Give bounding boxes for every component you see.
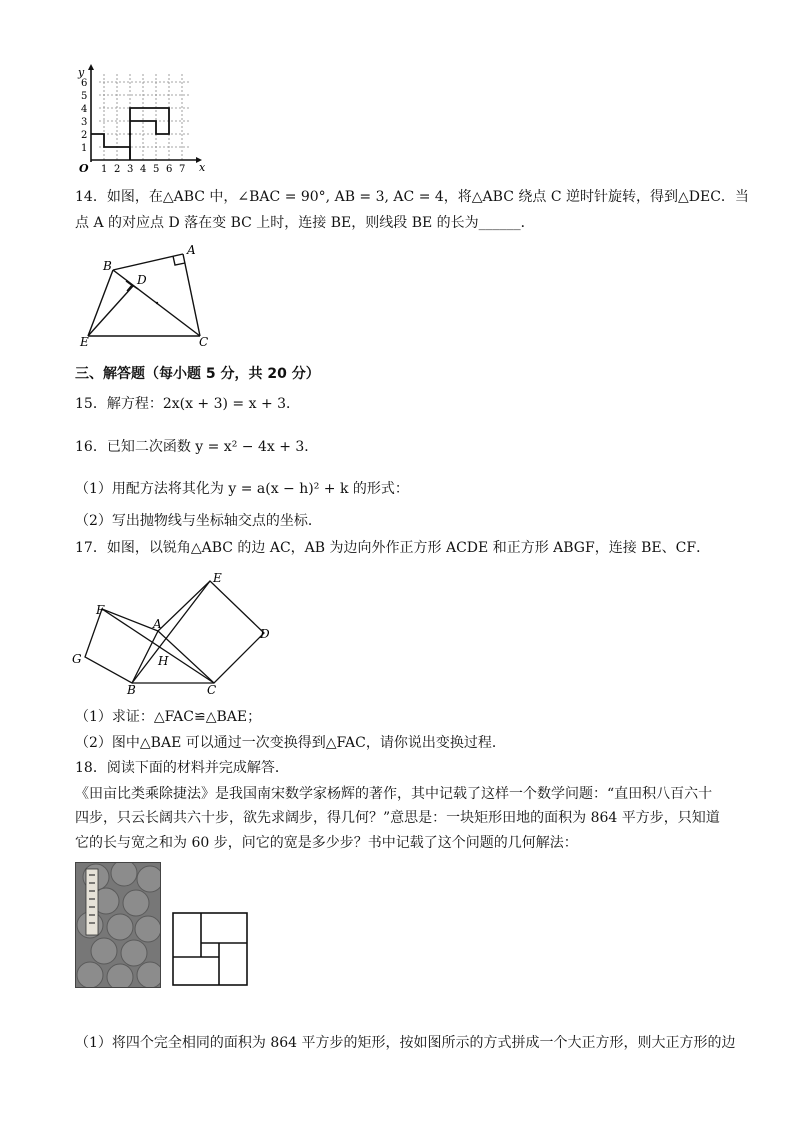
section-3-title: 三、解答题（每小题 5 分，共 20 分） [75, 366, 320, 382]
x-tick: 6 [166, 164, 173, 174]
x-tick: 7 [179, 164, 186, 174]
label-B: B [103, 259, 112, 273]
q14-line1: 14．如图，在△ABC 中，∠BAC = 90°, AB = 3, AC = 4，将△ABC 绕点 C 逆时针旋转，得到△DEC．当 [75, 189, 749, 205]
q17-squares-figure [70, 568, 280, 698]
q18-part1: （1）将四个完全相同的面积为 864 平方步的矩形，按如图所示的方式拼成一个大正方形，则大正方形的边 [75, 1035, 736, 1051]
label-B: B [127, 683, 136, 697]
y-tick: 3 [81, 117, 88, 128]
y-tick: 6 [81, 78, 88, 89]
q14-triangle-figure [75, 240, 235, 350]
x-tick: 2 [114, 164, 121, 174]
label-E: E [80, 335, 89, 349]
q15-text: 15．解方程：2x(x + 3) = x + 3． [75, 396, 301, 412]
q17-part2: （2）图中△BAE 可以通过一次变换得到△FAC，请你说出变换过程． [75, 735, 506, 751]
label-F: F [96, 603, 105, 617]
book-cover-image [75, 862, 161, 988]
label-A: A [153, 617, 162, 631]
four-rectangles-square-figure [172, 912, 250, 988]
x-tick: 5 [153, 164, 160, 174]
q18-para-line1: 《田亩比类乘除捷法》是我国南宋数学家杨辉的著作，其中记载了这样一个数学问题：“直田积八百六十 [75, 786, 713, 802]
x-tick: 1 [101, 164, 108, 174]
y-axis-label: y [78, 66, 85, 79]
q17-part1: （1）求证：△FAC≌△BAE； [75, 709, 262, 725]
q18-para-line3: 它的长与宽之和为 60 步，问它的宽是多少步？书中记载了这个问题的几何解法： [75, 835, 578, 851]
x-axis-label: x [199, 161, 206, 174]
label-A: A [187, 243, 196, 257]
q17-text: 17．如图，以锐角△ABC 的边 AC，AB 为边向外作正方形 ACDE 和正方形 ABGF，连接 BE、CF． [75, 540, 711, 556]
label-H: H [158, 654, 169, 668]
q16-part1: （1）用配方法将其化为 y = a(x − h)² + k 的形式： [75, 481, 409, 497]
lower-shape [91, 134, 130, 160]
label-C: C [199, 335, 209, 349]
origin-label: O [79, 162, 89, 174]
q16-text: 16．已知二次函数 y = x² − 4x + 3． [75, 439, 319, 455]
y-tick: 1 [81, 143, 88, 154]
label-E: E [213, 571, 222, 585]
y-tick: 4 [81, 104, 88, 115]
x-tick: 4 [140, 164, 147, 174]
y-tick: 2 [81, 130, 88, 141]
q14-line2: 点 A 的对应点 D 落在变 BC 上时，连接 BE，则线段 BE 的长为______． [75, 215, 535, 231]
q18-intro: 18．阅读下面的材料并完成解答． [75, 760, 289, 776]
label-C: C [207, 683, 217, 697]
label-D: D [137, 273, 147, 287]
y-tick: 5 [81, 91, 88, 102]
x-tick: 3 [127, 164, 134, 174]
label-G: G [72, 652, 82, 666]
coordinate-grid-figure [72, 64, 207, 174]
q18-para-line2: 四步，只云长阔共六十步，欲先求阔步，得几何？”意思是：一块矩形田地的面积为 864 平方步，只知道 [75, 810, 720, 826]
label-D: D [260, 627, 270, 641]
q16-part2: （2）写出抛物线与坐标轴交点的坐标． [75, 513, 322, 529]
